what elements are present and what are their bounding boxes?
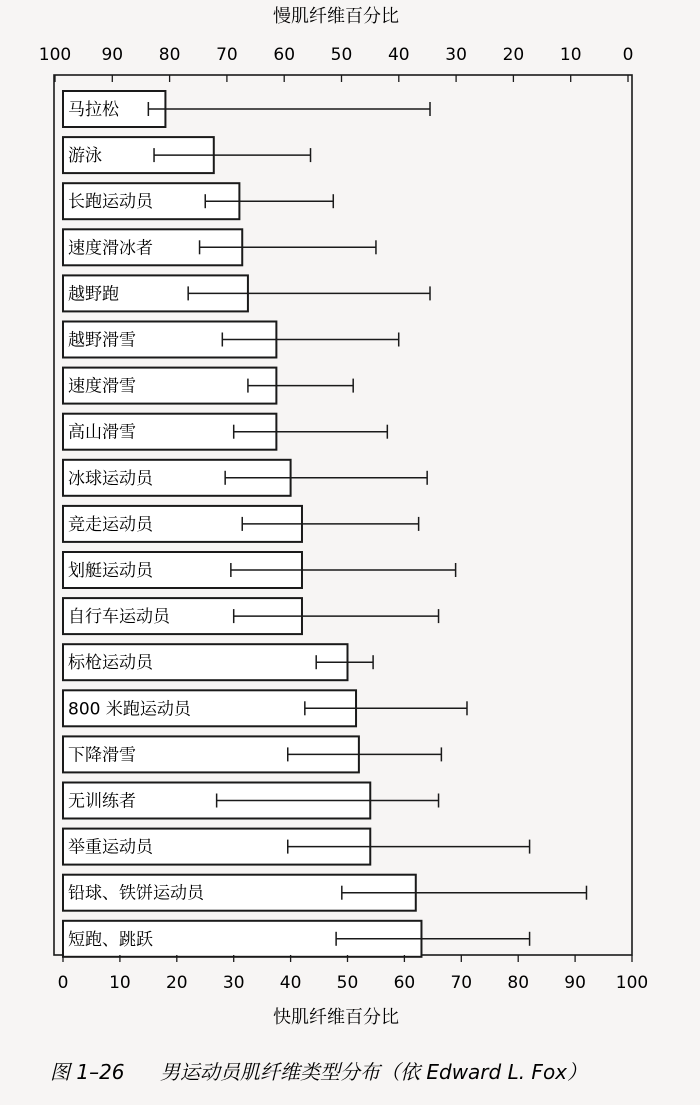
category-label: 竞走运动员 xyxy=(68,514,153,535)
category-label: 自行车运动员 xyxy=(68,607,170,628)
category-label: 长跑运动员 xyxy=(68,192,153,213)
top-tick-label: 100 xyxy=(38,45,72,65)
bar-row xyxy=(63,183,333,219)
bottom-tick-label: 30 xyxy=(222,973,245,993)
bar-row xyxy=(63,598,439,634)
bottom-tick-label: 10 xyxy=(109,973,131,993)
category-label: 游泳 xyxy=(68,146,102,167)
top-tick-label: 30 xyxy=(445,45,467,65)
category-label: 越野跑 xyxy=(68,284,119,305)
category-label: 马拉松 xyxy=(68,100,119,120)
bar-row xyxy=(63,229,376,265)
top-tick-label: 60 xyxy=(273,45,296,65)
bottom-tick-label: 20 xyxy=(165,973,188,993)
category-label: 冰球运动员 xyxy=(68,468,153,489)
bottom-tick-label: 60 xyxy=(393,973,416,993)
category-label: 无训练者 xyxy=(68,791,136,812)
bar-row xyxy=(63,460,427,496)
category-label: 速度滑冰者 xyxy=(68,238,153,259)
bar-row xyxy=(63,414,387,450)
bar-row xyxy=(63,644,373,680)
bar-row xyxy=(63,921,530,957)
category-label: 划艇运动员 xyxy=(68,561,153,581)
bottom-tick-label: 70 xyxy=(450,973,473,993)
bar-row xyxy=(63,91,430,127)
bar-row xyxy=(63,690,467,726)
bottom-axis xyxy=(58,955,649,993)
bar-group xyxy=(63,91,586,957)
bar-row xyxy=(63,829,530,865)
bar-row xyxy=(63,368,353,404)
bottom-tick-label: 40 xyxy=(279,973,302,993)
category-label: 速度滑雪 xyxy=(68,376,136,397)
bar-row xyxy=(63,783,439,819)
figure-caption: 男运动员肌纤维类型分布（依 Edward L. Fox） xyxy=(160,1060,588,1084)
bottom-tick-label: 100 xyxy=(615,973,649,993)
category-label: 高山滑雪 xyxy=(68,422,136,443)
top-tick-label: 10 xyxy=(559,45,582,65)
bar-row xyxy=(63,506,419,542)
bar-row xyxy=(63,736,441,772)
bar-row xyxy=(63,275,430,311)
bottom-tick-label: 80 xyxy=(507,973,530,993)
top-tick-label: 20 xyxy=(502,45,525,65)
top-tick-label: 40 xyxy=(387,45,410,65)
category-label: 铅球、铁饼运动员 xyxy=(68,883,204,904)
bottom-axis-title: 快肌纤维百分比 xyxy=(273,1007,399,1028)
bar-row xyxy=(63,137,311,173)
top-tick-label: 0 xyxy=(622,45,634,65)
bottom-tick-label: 50 xyxy=(336,973,359,993)
category-label: 短跑、跳跃 xyxy=(68,929,153,950)
top-tick-label: 70 xyxy=(216,45,238,65)
bottom-tick-label: 90 xyxy=(564,973,586,993)
bar-row xyxy=(63,552,456,588)
category-label: 标枪运动员 xyxy=(68,653,153,674)
top-tick-label: 80 xyxy=(158,45,181,65)
figure-number: 图 1–26 xyxy=(50,1060,125,1084)
category-label: 举重运动员 xyxy=(68,837,153,858)
bar-row xyxy=(63,322,399,358)
top-tick-label: 50 xyxy=(330,45,353,65)
category-label: 下降滑雪 xyxy=(68,745,136,766)
top-tick-label: 90 xyxy=(101,45,124,65)
top-axis xyxy=(39,45,634,82)
top-axis-title: 慢肌纤维百分比 xyxy=(273,6,399,27)
category-label: 800 米跑运动员 xyxy=(68,699,191,720)
bottom-tick-label: 0 xyxy=(57,973,69,993)
bar-row xyxy=(63,875,586,911)
category-label: 越野滑雪 xyxy=(68,330,136,351)
